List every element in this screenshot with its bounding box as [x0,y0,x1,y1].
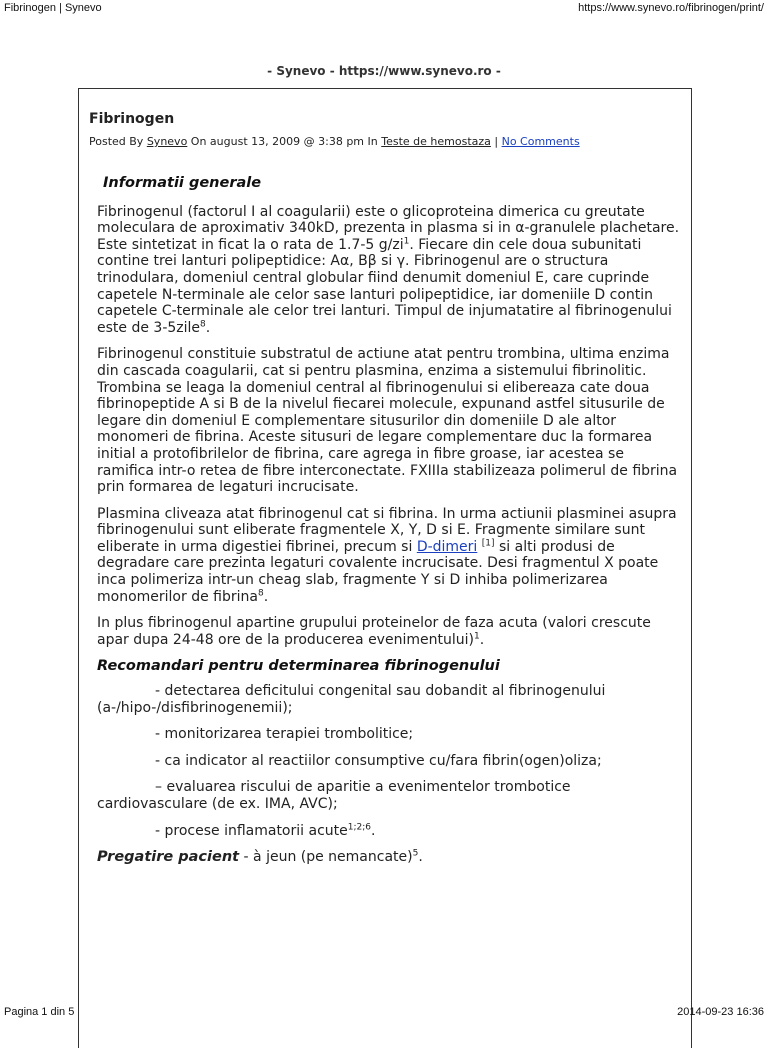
site-line: - Synevo - https://www.synevo.ro - [267,64,501,78]
prep-label: Pregatire pacient [97,849,240,866]
meta-posted-by: Posted By [89,135,147,148]
post-content [97,175,681,876]
d-dimeri-link[interactable]: D-dimeri [416,538,478,555]
post-title: Fibrinogen [89,111,175,127]
rec-item-1: - detectarea deficitului congenital sau dobandit al fibrinogenului (a-/hipo-/disfibrinogenemii); [97,683,606,716]
category-link[interactable]: Teste de hemostaza [381,135,491,148]
post-box [78,88,692,1048]
print-header-title: Fibrinogen | Synevo [4,2,102,14]
reference-1: [1] [481,538,495,549]
heading-recommendations: Recomandari pentru determinarea fibrinogenului [97,658,500,675]
paragraph-3: Plasmina cliveaza atat fibrinogenul cat si fibrina. In urma actiunii plasminei asupra fibrinogenului sunt eliberate fragmentele X, Y, D si E. Fragmente similare sunt eliberate in urma digestiei fibrinei, precum si D-dimeri [1] si alti produsi de degradare care prezinta legaturi covalente incrucisate. Desi fragmentul X poate inca polimeriza intr-un cheag slab, fragmente Y si D inhiba polimerizarea monomerilor de fibrina$^8$. [97,505,677,605]
paragraph-4: In plus fibrinogenul apartine grupului proteinelor de faza acuta (valori crescute apar dupa 24-48 ore de la producerea evenimentului)$^1$. [97,615,651,648]
print-footer [0,1004,768,1024]
post-meta [89,135,580,148]
rec-item-4: – evaluarea riscului de aparitie a evenimentelor trombotice cardiovasculare (de ex. IMA, AVC); [97,779,571,812]
print-header [0,0,768,20]
heading-general-info: Informatii generale [103,175,262,191]
meta-date: On august 13, 2009 @ 3:38 pm In [187,135,382,148]
meta-separator: | [490,135,502,148]
paragraph-1: Fibrinogenul (factorul I al coagularii) este o glicoproteina dimerica cu greutate moleculara de aproximativ 340kD, prezenta in plasma si in α-granulele plachetare. Este sintetizat in ficat la o rata de 1.7-5 $g/zi^1$. Fiecare din cele doua subunitati contine trei lanturi polipeptidice: Aα, Bβ si γ. Fibrinogenul are o structura trinodulara, domeniul central globular fiind denumit domeniul E, care cuprinde capetele N-terminale ale celor sase lanturi polipeptidice, iar domeniile D contin capetele C-terminale ale celor trei lanturi. Timpul de injumatatire al fibrinogenului este de 3-5zile$^8$. [97,203,680,336]
author-link[interactable]: Synevo [146,135,188,148]
page-counter: Pagina 1 din 5 [4,1006,75,1018]
rec-item-2: - monitorizarea terapiei trombolitice; [155,726,414,743]
rec-item-3: - ca indicator al reactiilor consumptive cu/fara fibrin(ogen)oliza; [155,752,602,769]
print-timestamp: 2014-09-23 16:36 [677,1006,764,1018]
rec-item-5: - procese inflamatorii acute$^{1;2;6}$. [155,821,376,839]
comments-link[interactable]: No Comments [501,135,580,148]
patient-preparation: Pregatire pacient - à jeun (pe nemancate)$^5$. [97,848,423,866]
paragraph-2: Fibrinogenul constituie substratul de actiune atat pentru trombina, ultima enzima din cascada coagularii, cat si pentru plasmina, enzima a sistemului fibrinolitic. Trombina se leaga la domeniul central al fibrinogenului si elibereaza cate doua fibrinopeptide A si B de la nivelul fiecarei molecule, expunand astfel situsurile de legare din domeniul E complementare situsurilor din domeniile D ale altor monomeri de fibrina. Aceste situsuri de legare complementare duc la formarea initial a protofibrilelor de fibrina, care agrega in fibre groase, iar acestea se ramifica intr-o retea de fibre interconectate. FXIIIa stabilizeaza polimerul de fibrina prin formarea de legaturi incrucisate. [97,346,678,496]
print-header-url: https://www.synevo.ro/fibrinogen/print/ [578,2,764,14]
